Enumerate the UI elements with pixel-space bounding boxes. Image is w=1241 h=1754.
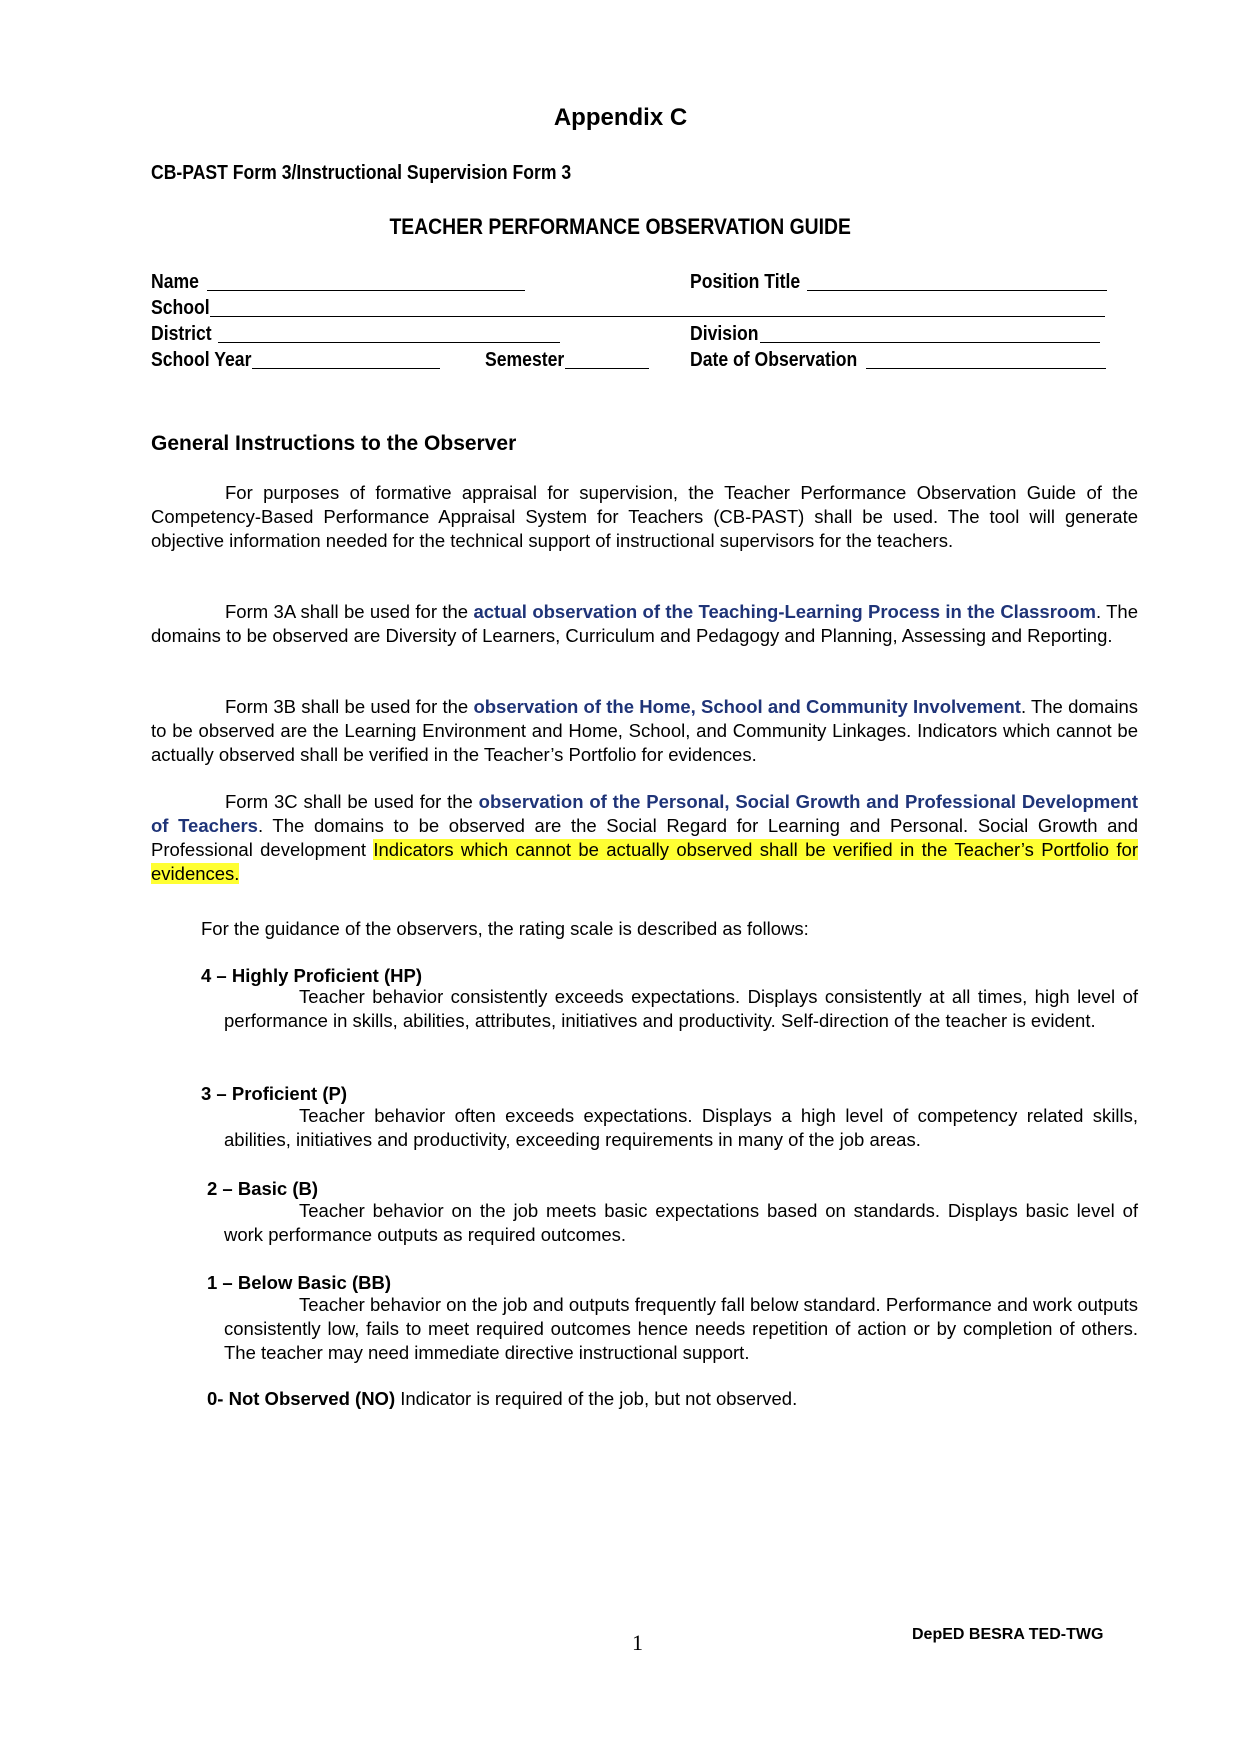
guidance-text: For the guidance of the observers, the rating scale is described as follows: xyxy=(201,918,809,939)
name-label: Name xyxy=(151,271,199,293)
date-of-observation-line[interactable] xyxy=(866,348,1106,369)
scale-heading-1: 1 – Below Basic (BB) xyxy=(207,1272,392,1293)
district-line[interactable] xyxy=(218,322,560,343)
form-line: CB-PAST Form 3/Instructional Supervision Form 3 xyxy=(151,162,572,184)
not-observed-label: 0- Not Observed (NO) xyxy=(207,1388,396,1409)
general-instructions-heading: General Instructions to the Observer xyxy=(151,432,517,455)
division-label: Division xyxy=(690,323,759,345)
appendix-heading: Appendix C xyxy=(553,104,688,131)
scale-heading-4: 4 – Highly Proficient (HP) xyxy=(201,965,423,986)
p2-text-c: . The domains to be observed are Diversity of Learners, Curriculum and Pedagogy and Planning, Assessing and Reporting. xyxy=(151,601,1139,646)
p3-emphasis: observation of the Home, School and Community Involvement xyxy=(473,696,1021,717)
position-title-line[interactable] xyxy=(807,270,1107,291)
p1-text: For purposes of formative appraisal for supervision, the Teacher Performance Observation Guide of the Competency-Based Performance Appraisal System for Teachers (CB-PAST) shall be used. The tool will generate objective information needed for the technical support of instructional supervisors for the teachers. xyxy=(151,482,1138,551)
semester-line[interactable] xyxy=(565,348,649,369)
page-number: 1 xyxy=(632,1630,643,1655)
scale-desc-3 xyxy=(224,1104,1138,1152)
school-label: School xyxy=(151,297,210,319)
school-line[interactable] xyxy=(210,296,1105,317)
instructions-paragraph-1 xyxy=(151,481,1138,553)
school-year-field[interactable] xyxy=(151,348,440,372)
scale-desc-4 xyxy=(224,985,1138,1033)
p3-text-a: Form 3B shall be used for the xyxy=(225,696,474,717)
scale-desc-3-text: Teacher behavior often exceeds expectations. Displays a high level of competency related skills, abilities, initiatives and productivity, exceeding requirements in many of the job areas. xyxy=(224,1105,1138,1150)
scale-desc-1-text: Teacher behavior on the job and outputs frequently fall below standard. Performance and work outputs consistently low, fails to meet required outcomes hence needs repetition of action or by completion of others. The teacher may need immediate directive instructional support. xyxy=(224,1294,1138,1363)
p4-emphasis: observation of the Personal, Social Growth and Professional Development of Teachers xyxy=(151,791,1138,836)
not-observed-text: Indicator is required of the job, but not observed. xyxy=(395,1388,798,1409)
footer-text: DepED BESRA TED-TWG xyxy=(912,1626,1104,1643)
district-field[interactable] xyxy=(151,322,560,346)
division-line[interactable] xyxy=(760,322,1100,343)
scale-desc-2 xyxy=(224,1199,1138,1247)
name-line[interactable] xyxy=(207,270,525,291)
scale-desc-2-text: Teacher behavior on the job meets basic expectations based on standards. Displays basic level of work performance outputs as required outcomes. xyxy=(224,1200,1138,1245)
school-year-line[interactable] xyxy=(252,348,440,369)
scale-desc-4-text: Teacher behavior consistently exceeds expectations. Displays consistently at all times, high level of performance in skills, abilities, attributes, initiatives and productivity. Self-direction of the teacher is evident. xyxy=(224,986,1138,1031)
scale-heading-3: 3 – Proficient (P) xyxy=(201,1083,347,1104)
district-label: District xyxy=(151,323,212,345)
date-of-observation-label: Date of Observation xyxy=(690,349,858,371)
not-observed-line xyxy=(207,1388,797,1410)
instructions-paragraph-form-3b xyxy=(151,695,1138,767)
school-field[interactable] xyxy=(151,296,1105,320)
school-year-label: School Year xyxy=(151,349,252,371)
position-title-field[interactable] xyxy=(690,270,1107,294)
guide-title xyxy=(0,214,1241,240)
scale-desc-1 xyxy=(224,1293,1138,1365)
instructions-paragraph-form-3c xyxy=(151,790,1138,886)
guide-title-text: TEACHER PERFORMANCE OBSERVATION GUIDE xyxy=(389,214,852,239)
p2-text-a: Form 3A shall be used for the xyxy=(225,601,474,622)
division-field[interactable] xyxy=(690,322,1100,346)
position-title-label: Position Title xyxy=(690,271,801,293)
name-field[interactable] xyxy=(151,270,525,294)
p3-text-c: . The domains to be observed are the Learning Environment and Home, School, and Community Linkages. Indicators which cannot be actually observed shall be verified in the Teacher’s Portfolio for evidences. xyxy=(151,696,1139,765)
date-of-observation-field[interactable] xyxy=(690,348,1106,372)
instructions-paragraph-form-3a xyxy=(151,600,1138,648)
semester-label: Semester xyxy=(485,349,565,371)
semester-field[interactable] xyxy=(485,348,649,372)
p4-text-c: . The domains to be observed are the Social Regard for Learning and Personal. Social Growth and Professional development xyxy=(151,815,1138,860)
scale-heading-2: 2 – Basic (B) xyxy=(207,1178,319,1199)
p2-emphasis: actual observation of the Teaching-Learning Process in the Classroom xyxy=(473,601,1096,622)
p4-text-a: Form 3C shall be used for the xyxy=(225,791,479,812)
p4-highlighted-text: Indicators which cannot be actually observed shall be verified in the Teacher’s Portfolio for evidences. xyxy=(151,839,1138,884)
